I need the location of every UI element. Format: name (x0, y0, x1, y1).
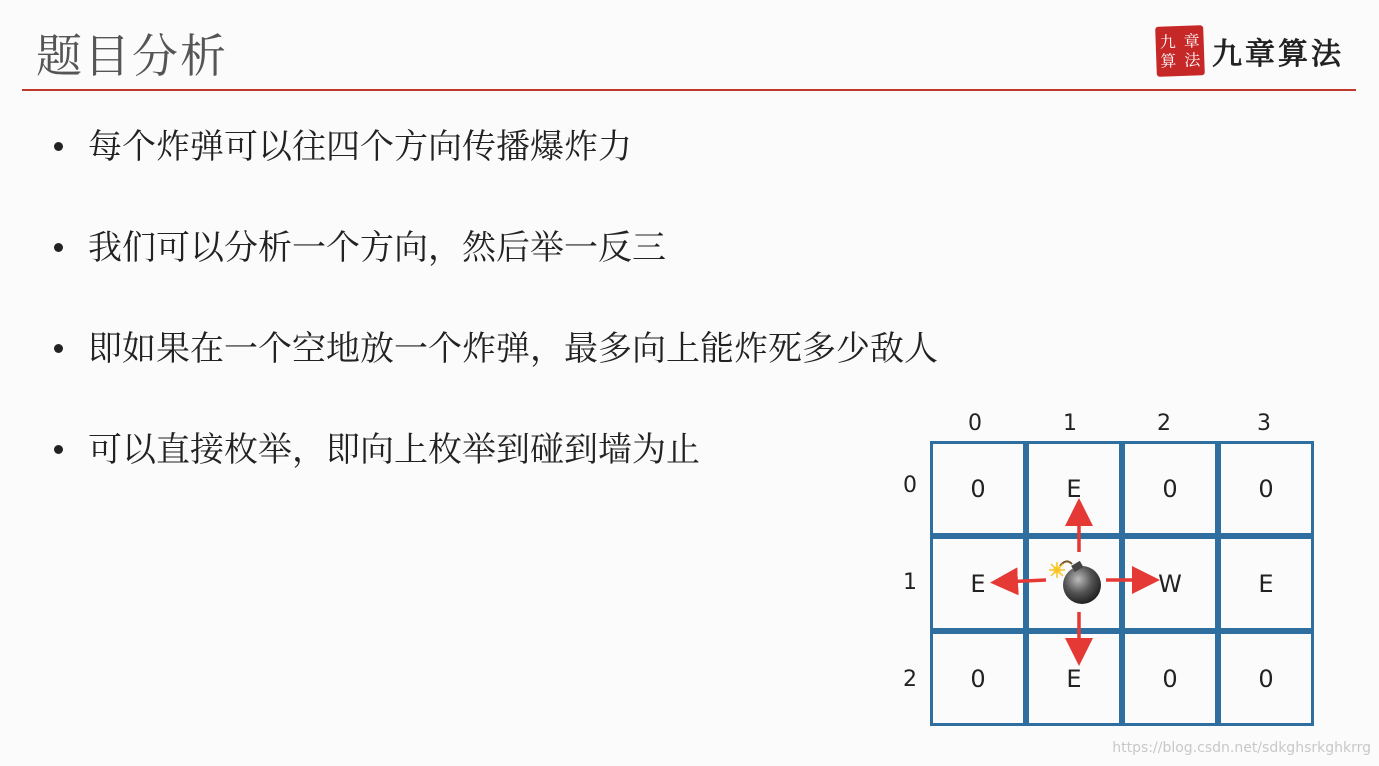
col-label: 1 (1063, 411, 1077, 436)
watermark-url: https://blog.csdn.net/sdkghsrkghkrrg (1112, 740, 1371, 756)
bullet-dot-icon (54, 142, 63, 151)
bomb-icon (1049, 561, 1101, 604)
row-label: 1 (903, 570, 917, 595)
arrow-left-icon (1004, 580, 1046, 582)
grid-cell: W (1122, 536, 1218, 631)
grid-cell: E (930, 536, 1026, 631)
spark-icon (1049, 562, 1065, 578)
grid-cells (930, 441, 1314, 727)
grid-cell: E (1026, 441, 1122, 536)
grid-cell: 0 (930, 631, 1026, 726)
grid-cell: 0 (930, 441, 1026, 536)
grid-cell: 0 (1122, 631, 1218, 726)
seal-char: 算 (1159, 51, 1177, 71)
brand-logo (1156, 24, 1344, 78)
grid-cell: 0 (1122, 441, 1218, 536)
col-label: 3 (1257, 411, 1271, 436)
bullet-dot-icon (54, 445, 63, 454)
seal-char: 法 (1183, 50, 1201, 70)
logo-seal (1155, 25, 1205, 77)
bullet-dot-icon (54, 344, 63, 353)
bullet-text: 我们可以分析一个方向，然后举一反三 (88, 228, 666, 268)
seal-char: 九 (1159, 32, 1177, 52)
bullet-text: 即如果在一个空地放一个炸弹，最多向上能炸死多少敌人 (88, 329, 938, 369)
bullet-text: 可以直接枚举，即向上枚举到碰到墙为止 (88, 430, 700, 470)
grid-cell: 0 (1218, 631, 1314, 726)
bullet-item (54, 125, 938, 226)
bullet-item (54, 428, 938, 529)
row-label: 0 (903, 473, 917, 498)
bullet-list (54, 125, 938, 529)
grid-cell: E (1026, 631, 1122, 726)
page-title: 题目分析 (36, 29, 228, 83)
bullet-text: 每个炸弹可以往四个方向传播爆炸力 (88, 127, 632, 167)
grid-cell: E (1218, 536, 1314, 631)
col-label: 2 (1157, 411, 1171, 436)
col-label: 0 (968, 411, 982, 436)
row-label: 2 (903, 667, 917, 692)
grid-cell: 0 (1218, 441, 1314, 536)
bullet-item (54, 226, 938, 327)
bullet-item (54, 327, 938, 428)
logo-brand-text: 九章算法 (1212, 37, 1344, 72)
title-divider (22, 89, 1356, 91)
seal-char: 章 (1183, 31, 1200, 51)
bullet-dot-icon (54, 243, 63, 252)
grid-cell-bomb (1026, 536, 1122, 631)
